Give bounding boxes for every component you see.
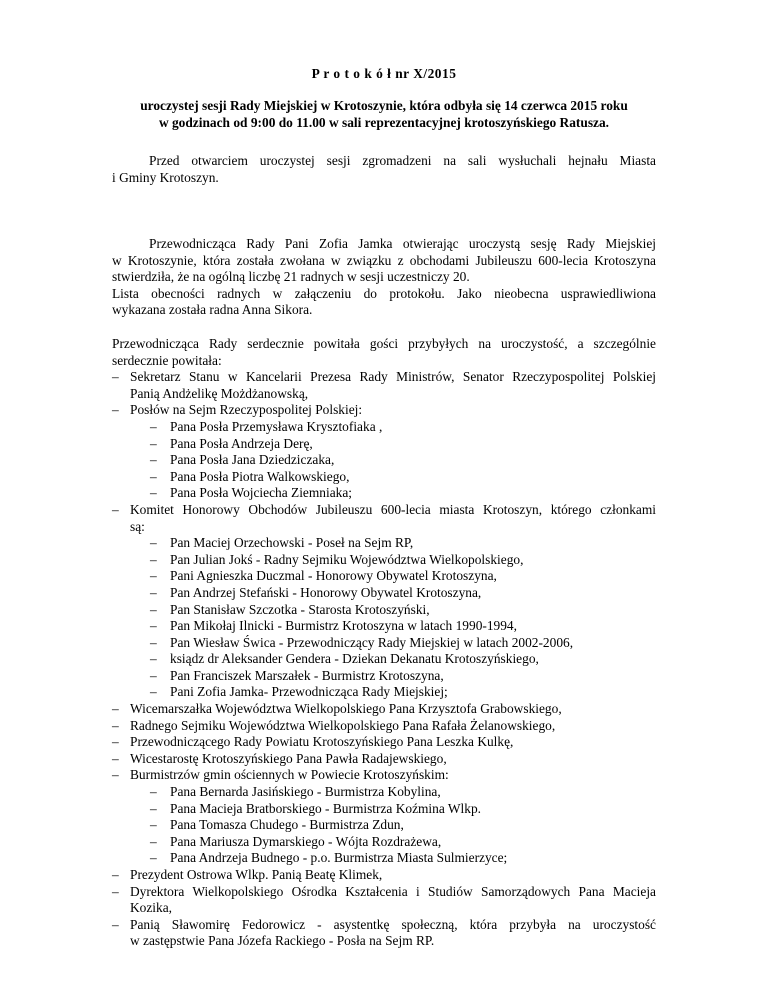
list-item-text: Posłów na Sejm Rzeczypospolitej Polskiej:	[130, 402, 363, 418]
list-item-text: Kozika,	[130, 900, 173, 916]
list-item-text: Komitet Honorowy Obchodów Jubileuszu 600-lecia miasta Krotoszyn, którego członkami	[130, 501, 656, 517]
dash-bullet: –	[150, 535, 157, 551]
sublist-item	[112, 850, 656, 867]
dash-bullet: –	[112, 867, 119, 882]
list-item-text: Wicemarszałka Województwa Wielkopolskiego Pana Krzysztofa Grabowskiego,	[130, 701, 562, 717]
dash-bullet: –	[150, 584, 157, 600]
dash-bullet: –	[150, 784, 157, 800]
sublist-item	[112, 469, 656, 486]
list-item	[112, 884, 656, 917]
sublist-item	[112, 635, 656, 652]
dash-bullet: –	[150, 634, 157, 650]
list-item-text: Prezydent Ostrowa Wlkp. Panią Beatę Klimek,	[130, 867, 383, 882]
dash-bullet: –	[150, 651, 157, 667]
paragraph-opening	[112, 236, 656, 319]
sublist-item-text: Pan Maciej Orzechowski - Poseł na Sejm RP,	[170, 535, 414, 551]
document-title: P r o t o k ó ł nr X/2015	[311, 66, 457, 81]
sublist-item	[112, 452, 656, 469]
list-item	[112, 751, 656, 768]
sublist-item-text: Pan Mikołaj Ilnicki - Burmistrz Krotoszyna w latach 1990-1994,	[170, 618, 517, 634]
sublist-committee	[112, 535, 656, 701]
sublist-item-text: Pani Agnieszka Duczmal - Honorowy Obywatel Krotoszyna,	[170, 568, 497, 584]
sublist-item	[112, 801, 656, 818]
dash-bullet: –	[112, 369, 119, 385]
sublist-mps	[112, 419, 656, 502]
paragraph-line: wykazana została radna Anna Sikora.	[112, 302, 313, 318]
list-item-text: Burmistrzów gmin ościennych w Powiecie Krotoszyńskim:	[130, 767, 449, 783]
dash-bullet: –	[150, 551, 157, 567]
dash-bullet: –	[112, 734, 119, 750]
dash-bullet: –	[112, 701, 119, 717]
list-item-text: Przewodniczącego Rady Powiatu Krotoszyńskiego Pana Leszka Kulkę,	[130, 734, 514, 750]
dash-bullet: –	[150, 601, 157, 617]
list-item-text: Panią Sławomirę Fedorowicz - asystentkę społeczną, która przybyła na uroczystość	[130, 916, 656, 932]
list-item-text: Sekretarz Stanu w Kancelarii Prezesa Rady Ministrów, Senator Rzeczypospolitej Polskiej	[130, 369, 656, 385]
sublist-item-text: Pana Posła Jana Dziedziczaka,	[170, 452, 335, 468]
sublist-item	[112, 585, 656, 602]
sublist-item	[112, 651, 656, 668]
sublist-item-text: Pana Posła Andrzeja Derę,	[170, 435, 313, 451]
dash-bullet: –	[150, 568, 157, 584]
sublist-item-text: Pana Macieja Bratborskiego - Burmistrza Koźmina Wlkp.	[170, 800, 481, 816]
guest-list	[112, 369, 656, 950]
list-item-text: są:	[130, 518, 145, 534]
sublist-item-text: Pan Julian Jokś - Radny Sejmiku Województwa Wielkopolskiego,	[170, 551, 524, 567]
sublist-item	[112, 568, 656, 585]
sublist-item-text: Pan Andrzej Stefański - Honorowy Obywatel Krotoszyna,	[170, 584, 482, 600]
list-item	[112, 369, 656, 402]
dash-bullet: –	[150, 452, 157, 468]
paragraph-line: Przed otwarciem uroczystej sesji zgromadzeni na sali wysłuchali hejnału Miasta	[149, 153, 656, 168]
paragraph-line: Lista obecności radnych w załączeniu do protokołu. Jako nieobecna usprawiedliwiona	[112, 285, 656, 301]
dash-bullet: –	[112, 501, 119, 517]
sublist-container	[112, 535, 656, 701]
sublist-item-text: Pana Bernarda Jasińskiego - Burmistrza Kobylina,	[170, 784, 441, 800]
dash-bullet: –	[112, 750, 119, 766]
sublist-container	[112, 784, 656, 867]
paragraph-line: Przewodnicząca Rady serdecznie powitała gości przybyłych na uroczystość, a szczególnie	[112, 336, 656, 351]
list-item	[112, 718, 656, 735]
paragraph-line: serdecznie powitała:	[112, 352, 222, 368]
sublist-item-text: Pana Posła Przemysława Krysztofiaka ,	[170, 418, 383, 434]
list-item	[112, 917, 656, 950]
dash-bullet: –	[150, 468, 157, 484]
dash-bullet: –	[150, 684, 157, 700]
paragraph-line: stwierdziła, że na ogólną liczbę 21 radnych w sesji uczestniczy 20.	[112, 269, 470, 285]
dash-bullet: –	[150, 435, 157, 451]
sublist-item-text: Pana Andrzeja Budnego - p.o. Burmistrza Miasta Sulmierzyce;	[170, 850, 508, 866]
dash-bullet: –	[112, 883, 119, 899]
dash-bullet: –	[150, 618, 157, 634]
list-item	[112, 402, 656, 419]
dash-bullet: –	[112, 916, 119, 932]
sublist-item	[112, 436, 656, 453]
sublist-item-text: Pana Posła Piotra Walkowskiego,	[170, 468, 350, 484]
subtitle-line: uroczystej sesji Rady Miejskiej w Krotoszynie, która odbyła się 14 czerwca 2015 roku	[140, 98, 628, 113]
subtitle-line: w godzinach od 9:00 do 11.00 w sali reprezentacyjnej krotoszyńskiego Ratusza.	[158, 114, 610, 130]
sublist-item-text: ksiądz dr Aleksander Gendera - Dziekan Dekanatu Krotoszyńskiego,	[170, 651, 539, 667]
sublist-item-text: Pan Wiesław Świca - Przewodniczący Rady Miejskiej w latach 2002-2006,	[170, 634, 574, 650]
dash-bullet: –	[150, 485, 157, 501]
list-item	[112, 502, 656, 535]
sublist-item-text: Pan Stanisław Szczotka - Starosta Krotoszyński,	[170, 601, 430, 617]
paragraph-line: Przewodnicząca Rady Pani Zofia Jamka otwierając uroczystą sesję Rady Miejskiej	[149, 236, 656, 251]
sublist-mayors	[112, 784, 656, 867]
sublist-item	[112, 618, 656, 635]
sublist-item	[112, 535, 656, 552]
sublist-item-text: Pan Franciszek Marszałek - Burmistrz Krotoszyna,	[170, 667, 444, 683]
sublist-item	[112, 602, 656, 619]
sublist-item	[112, 684, 656, 701]
list-item-text: Radnego Sejmiku Województwa Wielkopolskiego Pana Rafała Żelanowskiego,	[130, 717, 556, 733]
paragraph-line: w Krotoszynie, która została zwołana w związku z obchodami Jubileuszu 600-lecia Krotoszyna	[112, 252, 656, 268]
paragraph-anthem	[112, 153, 656, 186]
dash-bullet: –	[112, 767, 119, 783]
dash-bullet: –	[150, 817, 157, 833]
dash-bullet: –	[150, 418, 157, 434]
list-item	[112, 867, 656, 884]
dash-bullet: –	[112, 717, 119, 733]
sublist-item	[112, 834, 656, 851]
sublist-item	[112, 485, 656, 502]
paragraph-line: i Gminy Krotoszyn.	[112, 169, 219, 185]
list-item	[112, 701, 656, 718]
dash-bullet: –	[150, 850, 157, 866]
document-subtitle	[100, 98, 668, 131]
sublist-item-text: Pana Mariusza Dymarskiego - Wójta Rozdrażewa,	[170, 833, 442, 849]
list-item-text: Dyrektora Wielkopolskiego Ośrodka Kształcenia i Studiów Samorządowych Pana Macieja	[130, 883, 656, 899]
dash-bullet: –	[150, 800, 157, 816]
sublist-item	[112, 419, 656, 436]
sublist-item-text: Pani Zofia Jamka- Przewodnicząca Rady Miejskiej;	[170, 684, 448, 700]
list-item	[112, 767, 656, 784]
sublist-item	[112, 552, 656, 569]
dash-bullet: –	[150, 833, 157, 849]
list-item	[112, 734, 656, 751]
sublist-item	[112, 817, 656, 834]
dash-bullet: –	[112, 402, 119, 418]
sublist-container	[112, 419, 656, 502]
sublist-item	[112, 784, 656, 801]
paragraph-guests	[112, 336, 656, 950]
sublist-item-text: Pana Tomasza Chudego - Burmistrza Zdun,	[170, 817, 404, 833]
dash-bullet: –	[150, 667, 157, 683]
list-item-text: Panią Andżelikę Możdżanowską,	[130, 385, 309, 401]
sublist-item-text: Pana Posła Wojciecha Ziemniaka;	[170, 485, 352, 501]
sublist-item	[112, 668, 656, 685]
list-item-text: Wicestarostę Krotoszyńskiego Pana Pawła Radajewskiego,	[130, 750, 447, 766]
list-item-text: w zastępstwie Pana Józefa Rackiego - Posła na Sejm RP.	[130, 933, 435, 949]
